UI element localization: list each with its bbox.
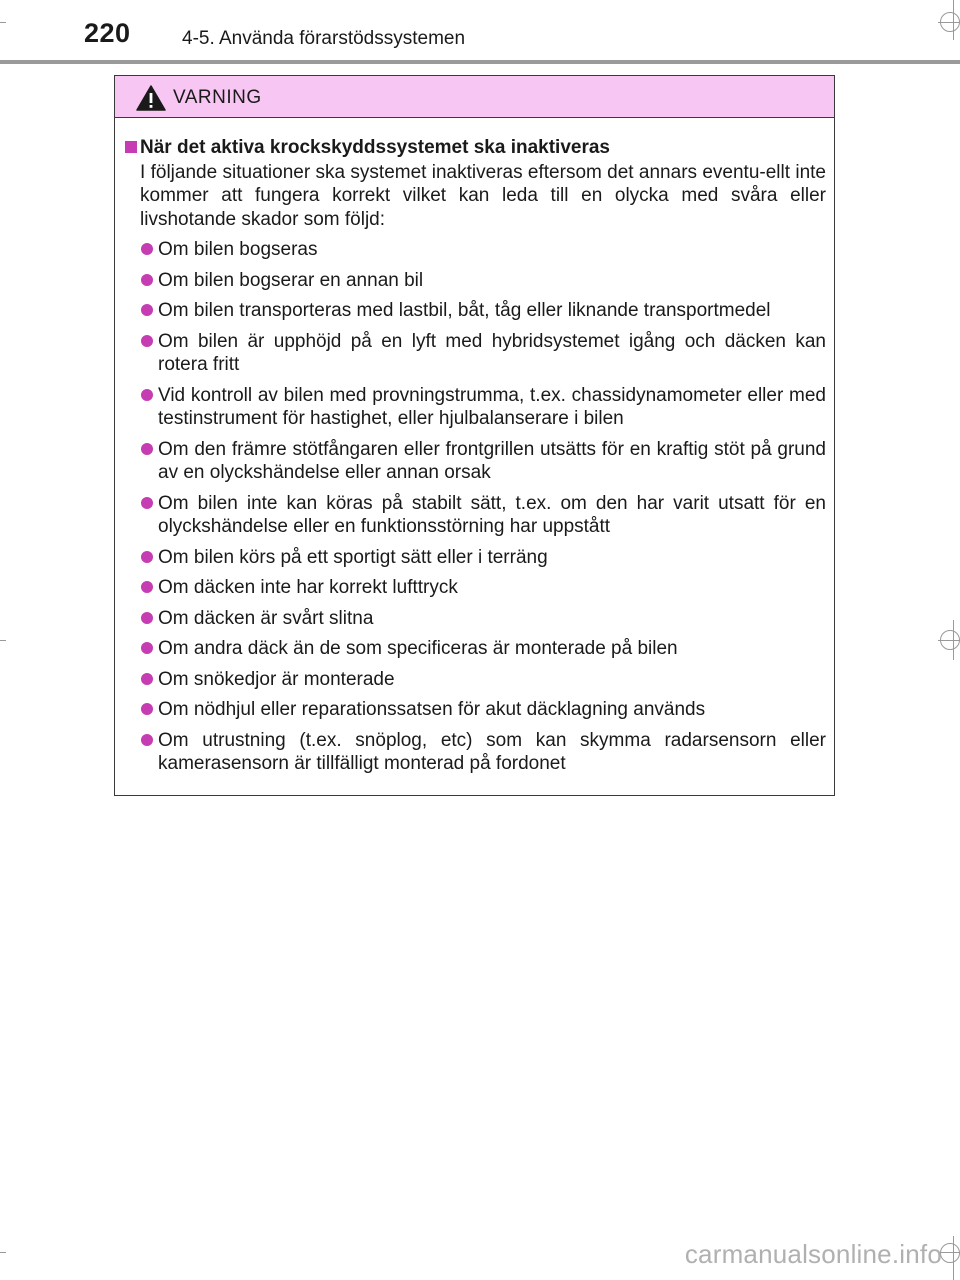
- bullet-dot-icon: [141, 335, 153, 347]
- list-item-text: Om nödhjul eller reparationssatsen för akut däcklagning används: [158, 699, 706, 720]
- crop-mark-top-left: [0, 22, 6, 23]
- list-item: [125, 637, 826, 661]
- list-item-text: Om bilen körs på ett sportigt sätt eller i terräng: [158, 546, 548, 568]
- list-item: [125, 729, 826, 776]
- header-rule: [0, 60, 960, 64]
- bullet-list: [125, 238, 826, 776]
- section-title-text: När det aktiva krockskyddssystemet ska inaktiveras: [140, 137, 610, 158]
- list-item-text: Om bilen bogseras: [158, 239, 318, 260]
- list-item: [125, 668, 826, 692]
- registration-circle-top-right: [940, 12, 960, 32]
- page-number: 220: [84, 18, 131, 48]
- list-item-text: Om utrustning (t.ex. snöplog, etc) som kan skymma radarsensorn eller kamerasensorn är tillfälligt monterad på fordonet: [158, 729, 826, 774]
- bullet-dot-icon: [141, 243, 153, 255]
- list-item-text: Om bilen är upphöjd på en lyft med hybridsystemet igång och däcken kan rotera fritt: [158, 330, 826, 375]
- list-item: [125, 698, 826, 722]
- list-item: [125, 438, 826, 485]
- bullet-dot-icon: [141, 703, 153, 715]
- list-item-text: Om bilen transporteras med lastbil, båt, tåg eller liknande transportmedel: [158, 300, 771, 321]
- bullet-dot-icon: [141, 389, 153, 401]
- list-item: [125, 384, 826, 431]
- list-item-text: Om bilen bogserar en annan bil: [158, 269, 424, 291]
- bullet-dot-icon: [141, 642, 153, 654]
- square-bullet-icon: [125, 141, 137, 153]
- list-item: [125, 299, 826, 323]
- list-item-text: Vid kontroll av bilen med provningstrumma, t.ex. chassidynamometer eller med testinstrument för hastighet, eller hjulbalanserare i bilen: [158, 384, 826, 429]
- list-item: [125, 238, 826, 262]
- chapter-title: 4-5. Använda förarstödssystemen: [182, 28, 466, 49]
- bullet-dot-icon: [141, 304, 153, 316]
- watermark: carmanualsonline.info: [684, 1239, 942, 1269]
- section-title: [125, 136, 826, 160]
- intro-paragraph: I följande situationer ska systemet inaktiveras eftersom det annars eventu-ellt inte kommer att fungera korrekt vilket kan leda till en olycka med svåra eller livshotande skador som följd:: [140, 161, 826, 230]
- list-item-text: Om snökedjor är monterade: [158, 668, 395, 690]
- bullet-dot-icon: [141, 612, 153, 624]
- crop-mark-bottom-left: [0, 1252, 6, 1253]
- warning-body: [115, 118, 834, 776]
- bullet-dot-icon: [141, 734, 153, 746]
- warning-header: [115, 76, 834, 118]
- list-item: [125, 330, 826, 377]
- bullet-dot-icon: [141, 551, 153, 563]
- list-item: [125, 576, 826, 600]
- list-item: [125, 607, 826, 631]
- list-item-text: Om däcken är svårt slitna: [158, 607, 374, 629]
- bullet-dot-icon: [141, 581, 153, 593]
- bullet-dot-icon: [141, 673, 153, 685]
- list-item-text: Om däcken inte har korrekt lufttryck: [158, 577, 458, 598]
- registration-circle-middle-right: [940, 630, 960, 650]
- bullet-dot-icon: [141, 274, 153, 286]
- warning-label: VARNING: [173, 87, 262, 108]
- list-item: [125, 269, 826, 293]
- registration-circle-bottom-right: [940, 1243, 960, 1263]
- list-item-text: Om andra däck än de som specificeras är monterade på bilen: [158, 638, 678, 659]
- crop-mark-middle-left: [0, 640, 6, 641]
- warning-triangle-icon: [136, 85, 166, 111]
- bullet-dot-icon: [141, 497, 153, 509]
- warning-box: [114, 75, 835, 796]
- list-item: [125, 546, 826, 570]
- bullet-dot-icon: [141, 443, 153, 455]
- list-item-text: Om den främre stötfångaren eller frontgrillen utsätts för en kraftig stöt på grund av en olyckshändelse eller annan orsak: [158, 438, 826, 483]
- list-item: [125, 492, 826, 539]
- list-item-text: Om bilen inte kan köras på stabilt sätt, t.ex. om den har varit utsatt för en olyckshändelse eller en funktionsstörning har uppstått: [158, 492, 826, 537]
